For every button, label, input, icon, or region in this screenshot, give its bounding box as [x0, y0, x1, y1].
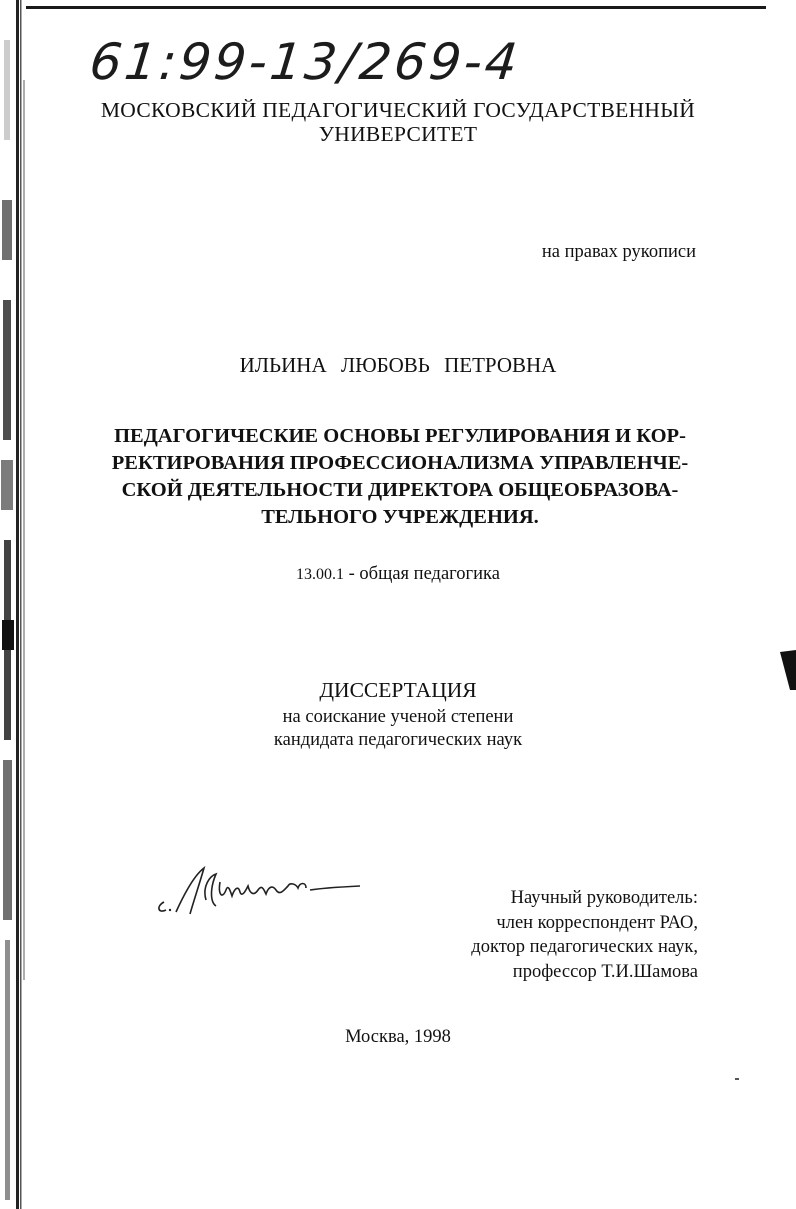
- advisor-line: Научный руководитель:: [510, 888, 698, 908]
- city-year: Москва, 1998: [345, 1027, 451, 1047]
- specialty-code: 13.00.1: [296, 566, 345, 583]
- specialty-name: - общая педагогика: [344, 564, 500, 584]
- scientific-advisor: [471, 886, 698, 984]
- dissertation-title: [90, 423, 710, 531]
- advisor-line: доктор педагогических наук,: [471, 937, 698, 957]
- specialty: [0, 563, 796, 586]
- university-name-line-2: УНИВЕРСИТЕТ: [318, 122, 478, 146]
- work-type: ДИССЕРТАЦИЯ: [319, 678, 477, 702]
- top-scan-rule: [26, 6, 766, 9]
- degree-line-2: кандидата педагогических наук: [273, 730, 523, 750]
- author-signature: [150, 860, 370, 920]
- scan-speck: [735, 1078, 739, 1080]
- title-line: ТЕЛЬНОГО УЧРЕЖДЕНИЯ.: [261, 506, 539, 528]
- title-line: СКОЙ ДЕЯТЕЛЬНОСТИ ДИРЕКТОРА ОБЩЕОБРАЗОВА-: [121, 479, 679, 501]
- title-line: ПЕДАГОГИЧЕСКИЕ ОСНОВЫ РЕГУЛИРОВАНИЯ И КОР-: [114, 425, 686, 447]
- manuscript-rights-note: на правах рукописи: [541, 242, 696, 262]
- advisor-line: член корреспондент РАО,: [496, 912, 698, 933]
- archive-stamp-number: 61:99-13/269-4: [86, 33, 523, 91]
- advisor-line: профессор Т.И.Шамова: [512, 961, 698, 982]
- degree-line-1: на соискание ученой степени: [282, 707, 514, 727]
- author-name: ИЛЬИНА ЛЮБОВЬ ПЕТРОВНА: [239, 353, 557, 377]
- university-name-line-1: МОСКОВСКИЙ ПЕДАГОГИЧЕСКИЙ ГОСУДАРСТВЕННЫЙ: [100, 98, 696, 122]
- title-line: РЕКТИРОВАНИЯ ПРОФЕССИОНАЛИЗМА УПРАВЛЕНЧЕ-: [111, 452, 689, 474]
